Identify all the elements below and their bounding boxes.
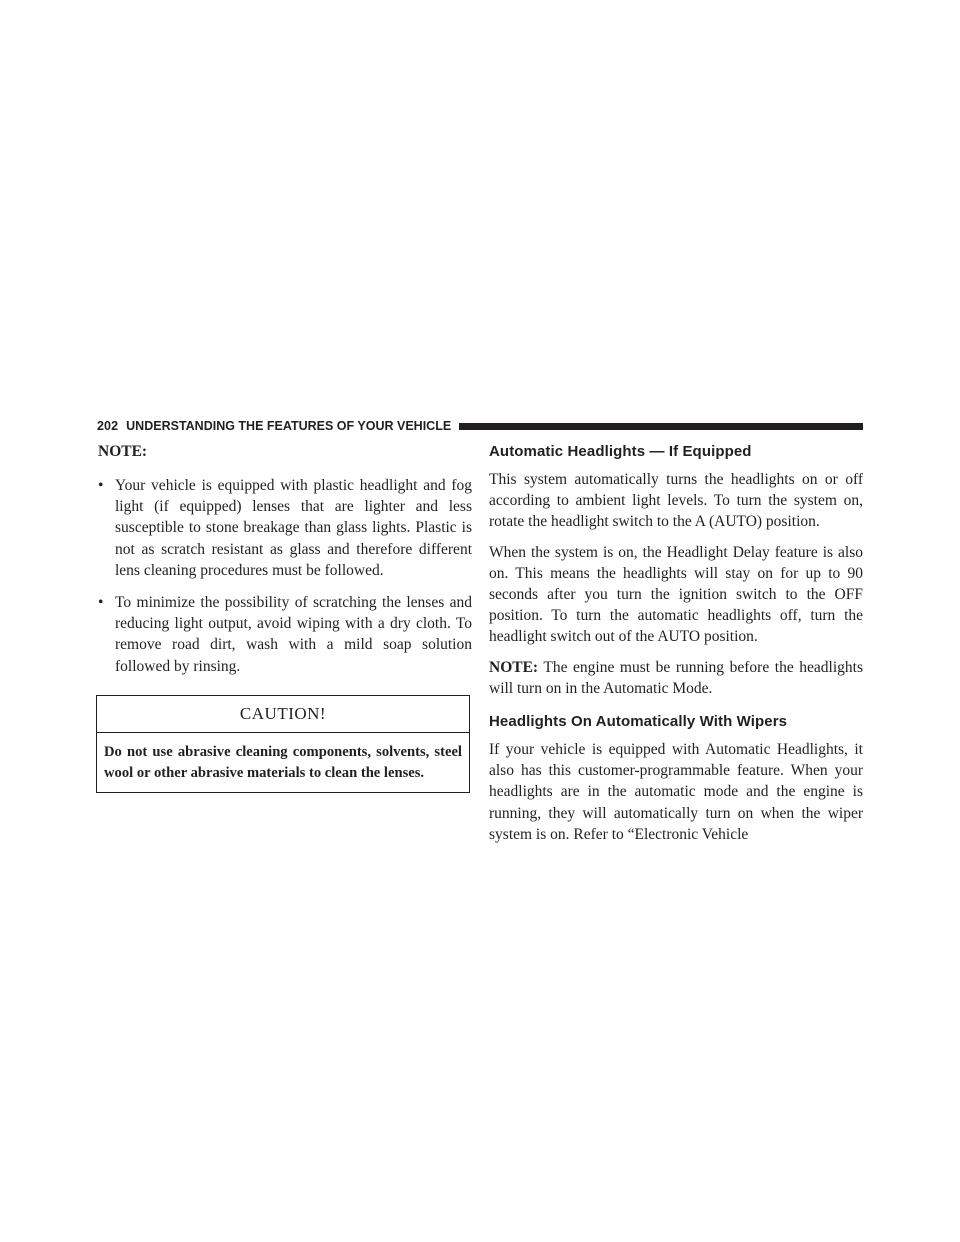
bullet-text: Your vehicle is equipped with plastic headlight and fog light (if equipped) lenses that are lighter and less susceptible to stone breakage than glass lights. Plastic is not as scratch resistant as glass and therefore different lens cleaning procedures must be followed.	[115, 477, 472, 579]
note-bullet-list	[98, 475, 472, 677]
running-title: UNDERSTANDING THE FEATURES OF YOUR VEHICLE	[126, 419, 452, 433]
caution-title: CAUTION!	[97, 696, 469, 733]
paragraph: If your vehicle is equipped with Automatic Headlights, it also has this customer-programmable feature. When your headlights are in the automatic mode and the engine is running, they will automatically turn on when the wiper system is on. Refer to “Electronic Vehicle	[489, 741, 863, 843]
note-paragraph	[489, 657, 863, 699]
left-column	[98, 443, 472, 793]
page-header	[97, 419, 863, 433]
note-text: The engine must be running before the headlights will turn on in the Automatic Mode.	[489, 658, 863, 697]
list-item	[98, 475, 472, 581]
page-number: 202	[97, 419, 119, 433]
section-heading-headlights-with-wipers: Headlights On Automatically With Wipers	[489, 713, 788, 731]
bullet-text: To minimize the possibility of scratching the lenses and reducing light output, avoid wiping with a dry cloth. To remove road dirt, wash with a mild soap solution followed by rinsing.	[115, 594, 472, 675]
section-heading-automatic-headlights: Automatic Headlights — If Equipped	[489, 443, 752, 460]
paragraph: When the system is on, the Headlight Delay feature is also on. This means the headlights will stay on for up to 90 seconds after you turn the ignition switch to the OFF position. To turn the automatic headlights off, turn the headlight switch out of the AUTO position.	[489, 543, 863, 646]
bullet-icon: •	[98, 477, 104, 494]
bullet-icon: •	[98, 594, 104, 612]
list-item	[98, 592, 472, 677]
paragraph: This system automatically turns the headlights on or off according to ambient light levels. To turn the system on, rotate the headlight switch to the A (AUTO) position.	[489, 471, 863, 531]
header-rule	[459, 423, 863, 430]
right-column	[489, 443, 863, 854]
note-label: NOTE:	[98, 443, 148, 460]
caution-box	[96, 695, 470, 793]
note-label: NOTE:	[489, 658, 539, 676]
caution-body: Do not use abrasive cleaning components, solvents, steel wool or other abrasive materials to clean the lenses.	[104, 743, 462, 782]
